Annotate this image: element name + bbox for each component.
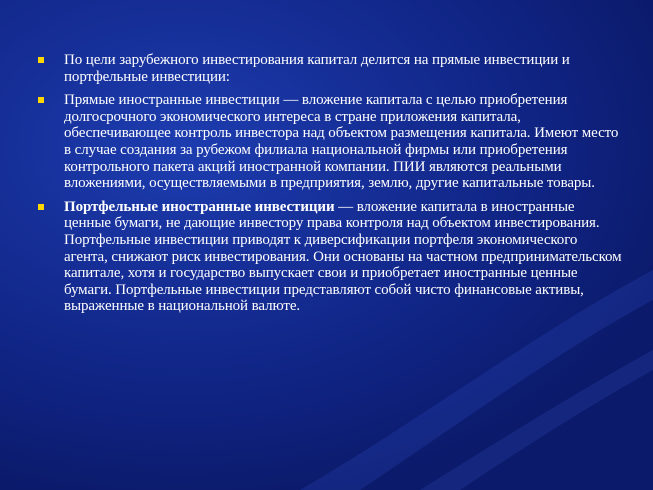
bullet-marker: [38, 97, 44, 103]
bullet-item-3: [38, 199, 623, 315]
bullet-marker: [38, 57, 44, 63]
bullet-text: По цели зарубежного инвестирования капитал делится на прямые инвестиции и портфельные инвестиции:: [64, 52, 570, 85]
bullet-list: [38, 52, 623, 322]
bullet-item-2: [38, 92, 623, 192]
bullet-term: Портфельные иностранные инвестиции: [64, 198, 335, 215]
bullet-text: — вложение капитала в иностранные ценные бумаги, не дающие инвестору права контроля над объектом инвестирования. Портфельные инвестиции приводят к диверсификации портфеля экономического агента, снижают риск инвестирования. Они основаны на частном предпринимательском капитале, хотя и государство выпускает свои и приобретает иностранные ценные бумаги. Портфельные инвестиции представляют собой чисто финансовые активы, выраженные в национальной валюте.: [64, 198, 622, 315]
bullet-item-1: [38, 52, 623, 85]
bullet-text: Прямые иностранные инвестиции — вложение капитала с целью приобретения долгосрочного экономического интереса в стране приложения капитала, обеспечивающее контроль инвестора над объектом размещения капитала. Имеют место в случае создания за рубежом филиала национальной фирмы или приобретения контрольного пакета акций иностранной компании. ПИИ являются реальными вложениями, осуществляемыми в предприятия, землю, другие капитальные товары.: [64, 92, 619, 192]
bullet-marker: [38, 204, 44, 210]
